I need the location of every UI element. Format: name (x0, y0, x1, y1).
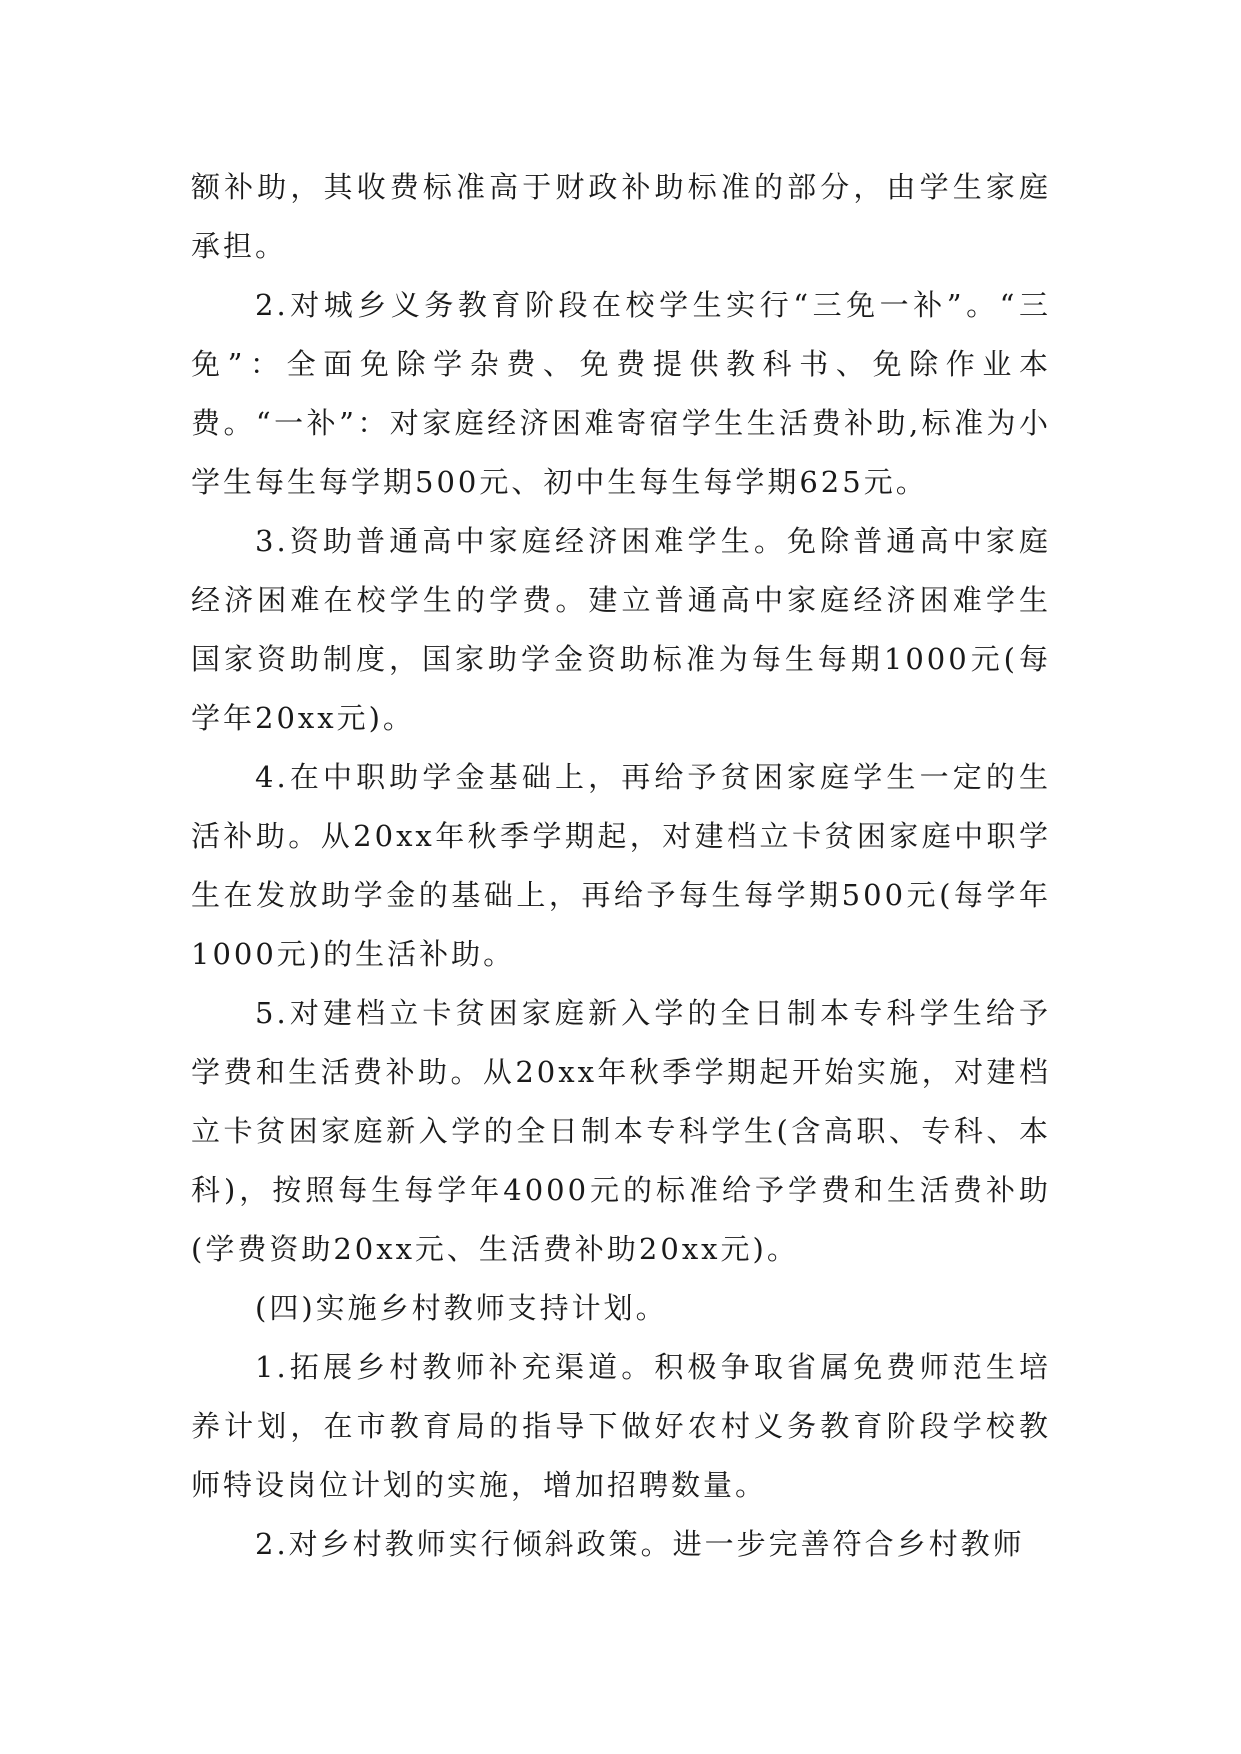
paragraph-item-3: 3.资助普通高中家庭经济困难学生。免除普通高中家庭经济困难在校学生的学费。建立普通高中家庭经济困难学生国家资助制度，国家助学金资助标准为每生每期1000元(每学年20xx元)。 (191, 524, 1051, 735)
paragraph-continuation: 额补助，其收费标准高于财政补助标准的部分，由学生家庭承担。 (191, 170, 1051, 263)
paragraph-item-2-teachers: 2.对乡村教师实行倾斜政策。进一步完善符合乡村教师 (255, 1527, 1025, 1561)
paragraph-item-4: 4.在中职助学金基础上，再给予贫困家庭学生一定的生活补助。从20xx年秋季学期起，对建档立卡贫困家庭中职学生在发放助学金的基础上，再给予每生每学期500元(每学年1000元)的生活补助。 (191, 760, 1051, 971)
paragraph-item-5: 5.对建档立卡贫困家庭新入学的全日制本专科学生给予学费和生活费补助。从20xx年秋季学期起开始实施，对建档立卡贫困家庭新入学的全日制本专科学生(含高职、专科、本科)，按照每生每学年4000元的标准给予学费和生活费补助(学费资助20xx元、生活费补助20xx元)。 (191, 996, 1051, 1266)
paragraph-item-1: 1.拓展乡村教师补充渠道。积极争取省属免费师范生培养计划，在市教育局的指导下做好农村义务教育阶段学校教师特设岗位计划的实施，增加招聘数量。 (191, 1350, 1051, 1502)
section-heading-4: (四)实施乡村教师支持计划。 (255, 1291, 668, 1325)
paragraph-item-2: 2.对城乡义务教育阶段在校学生实行“三免一补”。“三免”：全面免除学杂费、免费提供教科书、免除作业本费。“一补”：对家庭经济困难寄宿学生生活费补助,标准为小学生每生每学期500元、初中生每生每学期625元。 (191, 288, 1051, 499)
document-body (191, 158, 1051, 1574)
